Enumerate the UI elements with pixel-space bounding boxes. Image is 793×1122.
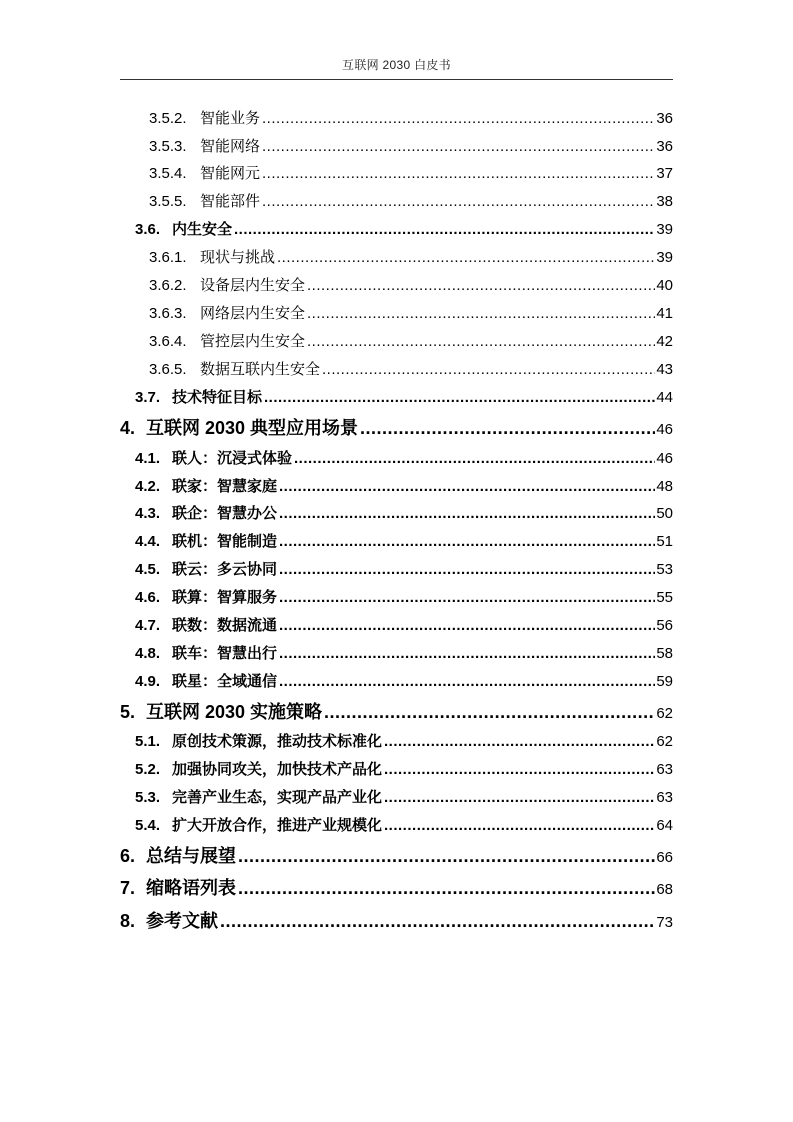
toc-entry-page-number: 58: [656, 645, 673, 662]
toc-entry-number: 3.6.1.: [149, 249, 187, 266]
toc-entry-number: 3.5.3.: [149, 138, 187, 155]
toc-dot-leader: [384, 734, 655, 749]
toc-dot-leader: [322, 362, 655, 377]
toc-entry[interactable]: [135, 479, 673, 494]
toc-entry-title: 智能业务: [200, 110, 261, 127]
toc-entry-title: 完善产业生态，实现产品产业化: [172, 789, 383, 806]
toc-entry[interactable]: [135, 590, 673, 605]
toc-entry-number: 5.: [120, 702, 136, 722]
toc-dot-leader: [294, 451, 655, 466]
toc-entry-number: 3.6.4.: [149, 333, 187, 350]
toc-entry-page-number: 39: [656, 221, 673, 238]
toc-entry-title: 参考文献: [146, 911, 218, 931]
toc-entry-page-number: 36: [656, 138, 673, 155]
toc-entry-page-number: 62: [656, 733, 673, 750]
toc-entry-page-number: 40: [656, 277, 673, 294]
toc-entry-page-number: 66: [656, 849, 673, 866]
toc-entry-page-number: 36: [656, 110, 673, 127]
toc-entry-number: 8.: [120, 911, 136, 931]
toc-entry-title: 加强协同攻关，加快技术产品化: [172, 761, 383, 778]
toc-entry-title: 原创技术策源，推动技术标准化: [172, 733, 383, 750]
toc-dot-leader: [384, 818, 655, 833]
toc-dot-leader: [238, 847, 655, 865]
toc-entry-title: 技术特征目标: [172, 389, 263, 406]
toc-entry-title: 现状与挑战: [200, 249, 276, 266]
toc-dot-leader: [238, 879, 655, 897]
toc-entry[interactable]: [149, 334, 673, 349]
toc-dot-leader: [384, 790, 655, 805]
toc-entry-page-number: 46: [656, 450, 673, 467]
toc-entry-title: 内生安全: [172, 221, 233, 238]
toc-entry[interactable]: [120, 912, 673, 930]
toc-dot-leader: [279, 479, 655, 494]
toc-dot-leader: [360, 419, 655, 437]
toc-dot-leader: [307, 334, 655, 349]
toc-entry-number: 3.6.: [135, 221, 161, 238]
toc-entry-page-number: 44: [656, 389, 673, 406]
toc-entry[interactable]: [135, 451, 673, 466]
toc-entry-number: 3.5.4.: [149, 165, 187, 182]
toc-entry-page-number: 53: [656, 561, 673, 578]
toc-entry-page-number: 37: [656, 165, 673, 182]
toc-entry-title: 互联网 2030 典型应用场景: [146, 418, 359, 438]
toc-entry-page-number: 41: [656, 305, 673, 322]
toc-dot-leader: [279, 618, 655, 633]
toc-entry[interactable]: [135, 734, 673, 749]
toc-entry-page-number: 50: [656, 505, 673, 522]
toc-entry-page-number: 63: [656, 789, 673, 806]
toc-entry[interactable]: [149, 166, 673, 181]
toc-entry-number: 4.9.: [135, 673, 161, 690]
toc-dot-leader: [262, 139, 655, 154]
toc-entry-title: 联车：智慧出行: [172, 645, 278, 662]
toc-entry-page-number: 43: [656, 361, 673, 378]
toc-entry-number: 3.5.2.: [149, 110, 187, 127]
toc-entry-number: 4.8.: [135, 645, 161, 662]
toc-entry-number: 4.: [120, 418, 136, 438]
toc-dot-leader: [264, 390, 655, 405]
toc-dot-leader: [279, 674, 655, 689]
toc-entry-number: 3.6.3.: [149, 305, 187, 322]
toc-entry[interactable]: [149, 194, 673, 209]
toc-entry-title: 智能部件: [200, 193, 261, 210]
toc-entry-page-number: 62: [656, 705, 673, 722]
toc-entry-number: 4.2.: [135, 478, 161, 495]
toc-entry-title: 联云：多云协同: [172, 561, 278, 578]
toc-entry-title: 联数：数据流通: [172, 617, 278, 634]
toc-entry-number: 4.1.: [135, 450, 161, 467]
toc-dot-leader: [277, 250, 655, 265]
toc-dot-leader: [262, 166, 655, 181]
toc-entry-number: 3.7.: [135, 389, 161, 406]
toc-entry-title: 缩略语列表: [146, 878, 236, 898]
toc-entry-title: 联人：沉浸式体验: [172, 450, 293, 467]
toc-dot-leader: [307, 306, 655, 321]
toc-entry-number: 4.3.: [135, 505, 161, 522]
toc-entry-number: 3.6.2.: [149, 277, 187, 294]
toc-entry-number: 4.5.: [135, 561, 161, 578]
toc-entry-number: 5.2.: [135, 761, 161, 778]
toc-entry[interactable]: [135, 562, 673, 577]
toc-entry-number: 6.: [120, 846, 136, 866]
toc-entry-title: 管控层内生安全: [200, 333, 306, 350]
toc-entry[interactable]: [135, 506, 673, 521]
toc-dot-leader: [234, 222, 655, 237]
toc-entry-page-number: 42: [656, 333, 673, 350]
toc-entry-number: 7.: [120, 878, 136, 898]
toc-entry-page-number: 64: [656, 817, 673, 834]
toc-entry-number: 3.5.5.: [149, 193, 187, 210]
toc-entry[interactable]: [135, 762, 673, 777]
toc-dot-leader: [262, 194, 655, 209]
toc-entry-title: 联星：全域通信: [172, 673, 278, 690]
toc-entry[interactable]: [149, 139, 673, 154]
toc-entry-title: 设备层内生安全: [200, 277, 306, 294]
toc-dot-leader: [324, 703, 655, 721]
toc-entry-title: 数据互联内生安全: [200, 361, 321, 378]
toc-entry-page-number: 55: [656, 589, 673, 606]
toc-entry-number: 3.6.5.: [149, 361, 187, 378]
toc-entry-page-number: 56: [656, 617, 673, 634]
toc-entry-title: 网络层内生安全: [200, 305, 306, 322]
toc-entry-number: 4.4.: [135, 533, 161, 550]
toc-dot-leader: [220, 912, 655, 930]
toc-entry[interactable]: [135, 646, 673, 661]
toc-entry-title: 总结与展望: [146, 846, 236, 866]
toc-entry-number: 5.3.: [135, 789, 161, 806]
toc-entry[interactable]: [135, 222, 673, 237]
toc-entry[interactable]: [135, 818, 673, 833]
toc-entry-page-number: 39: [656, 249, 673, 266]
toc-dot-leader: [279, 590, 655, 605]
toc-entry-title: 联算：智算服务: [172, 589, 278, 606]
toc-dot-leader: [279, 534, 655, 549]
toc-entry[interactable]: [149, 306, 673, 321]
toc-entry-page-number: 51: [656, 533, 673, 550]
toc-entry[interactable]: [149, 111, 673, 126]
toc-entry-page-number: 63: [656, 761, 673, 778]
toc-dot-leader: [279, 646, 655, 661]
toc-dot-leader: [279, 562, 655, 577]
toc-entry[interactable]: [149, 278, 673, 293]
toc-entry-number: 5.1.: [135, 733, 161, 750]
toc-entry-title: 联家：智慧家庭: [172, 478, 278, 495]
toc-entry-title: 互联网 2030 实施策略: [146, 702, 323, 722]
toc-entry-page-number: 68: [656, 881, 673, 898]
toc-entry-page-number: 59: [656, 673, 673, 690]
toc-entry[interactable]: [120, 847, 673, 865]
toc-entry-title: 智能网络: [200, 138, 261, 155]
toc-entry-title: 联机：智能制造: [172, 533, 278, 550]
toc-entry-title: 联企：智慧办公: [172, 505, 278, 522]
toc-entry-number: 4.6.: [135, 589, 161, 606]
toc-dot-leader: [384, 762, 655, 777]
toc-entry-page-number: 48: [656, 478, 673, 495]
running-header: 互联网 2030 白皮书: [342, 58, 451, 72]
toc-entry-number: 5.4.: [135, 817, 161, 834]
toc-entry[interactable]: [135, 618, 673, 633]
toc-entry-page-number: 46: [656, 421, 673, 438]
toc-entry[interactable]: [120, 703, 673, 721]
toc-entry[interactable]: [135, 674, 673, 689]
toc-entry[interactable]: [120, 879, 673, 897]
toc-entry-title: 扩大开放合作，推进产业规模化: [172, 817, 383, 834]
toc-dot-leader: [307, 278, 655, 293]
toc-entry[interactable]: [120, 419, 673, 437]
toc-entry[interactable]: [135, 790, 673, 805]
toc-entry[interactable]: [135, 390, 673, 405]
toc-entry-page-number: 73: [656, 914, 673, 931]
toc-entry[interactable]: [135, 534, 673, 549]
toc-entry-page-number: 38: [656, 193, 673, 210]
toc-entry[interactable]: [149, 250, 673, 265]
toc-dot-leader: [262, 111, 655, 126]
toc-entry-title: 智能网元: [200, 165, 261, 182]
toc-entry-number: 4.7.: [135, 617, 161, 634]
toc-dot-leader: [279, 506, 655, 521]
toc-entry[interactable]: [149, 362, 673, 377]
